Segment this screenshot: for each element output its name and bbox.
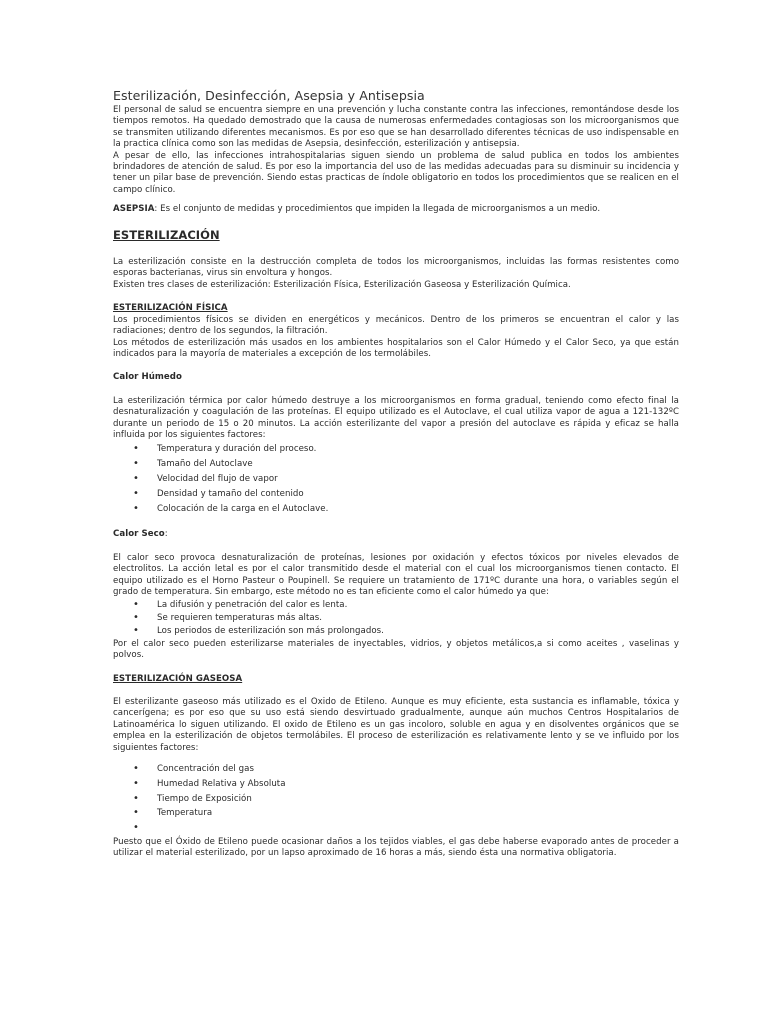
- calor-humedo-paragraph: La esterilización térmica por calor húmedo destruye a los microorganismos en forma gradual, teniendo como efecto final la desnaturalización y coagulación de las proteínas. El equipo utilizado es el Autoclave, el cual utiliza vapor de agua a 121-132ºC durante un periodo de 15 o 20 minutos. La acción esterilizante del vapor a presión del autoclave es rápida y eficaz se halla influida por los siguientes factores:: [113, 395, 679, 440]
- intro-paragraph-1: El personal de salud se encuentra siempre en una prevención y lucha constante contra las infecciones, remontándose desde los tiempos remotos. Ha quedado demostrado que la causa de numerosas enfermedades contagiosas son los microorganismos que se transmiten utilizando diferentes mecanismos. Es por eso que se han desarrollado diferentes técnicas de uso indispensable en la practica clínica como son las medidas de Asepsia, desinfección, esterilización y antisepsia.: [113, 105, 679, 150]
- esterilizacion-paragraph-1: La esterilización consiste en la destrucción completa de todos los microorganismos, incluidas las formas resistentes como esporas bacterianas, virus sin envoltura y hongos.: [113, 257, 679, 279]
- list-item: • Colocación de la carga en el Autoclave.: [157, 502, 679, 517]
- esterilizacion-paragraph-2: Existen tres clases de esterilización: Esterilización Física, Esterilización Gaseosa y Esterilización Química.: [113, 279, 571, 290]
- list-item: • Se requieren temperaturas más altas.: [157, 612, 679, 625]
- calor-seco-colon: :: [164, 529, 168, 540]
- list-item: • Temperatura: [157, 806, 679, 821]
- list-item: • Velocidad del flujo de vapor: [157, 472, 679, 487]
- list-item: • Concentración del gas: [157, 762, 679, 777]
- fisica-paragraph-1: Los procedimientos físicos se dividen en energéticos y mecánicos. Dentro de los primeros se encuentran el calor y las radiaciones; dentro de los segundos, la filtración.: [113, 314, 679, 337]
- list-item: • Tamaño del Autoclave: [157, 457, 679, 472]
- calor-humedo-factor-list: [113, 442, 679, 516]
- list-item: • Los periodos de esterilización son más prolongados.: [157, 625, 679, 638]
- calor-seco-closing: Por el calor seco pueden esterilizarse materiales de inyectables, vidrios, y objetos metálicos,a si como aceites , vaselinas y polvos.: [113, 638, 679, 661]
- list-item: • Humedad Relativa y Absoluta: [157, 777, 679, 792]
- intro-paragraph-2: A pesar de ello, las infecciones intrahospitalarias siguen siendo un problema de salud publica en todos los ambientes brindadores de atención de salud. Es por eso la importancia del uso de las medidas adecuadas para su disminuir su incidencia y tener un pilar base de prevención. Siendo estas practicas de índole obligatorio en todos los procedimientos que se realicen en el campo clínico.: [113, 150, 679, 195]
- document-body: [113, 88, 679, 860]
- document-title: Esterilización, Desinfección, Asepsia y Antisepsia: [113, 88, 425, 103]
- fisica-paragraph-2: Los métodos de esterilización más usados en los ambientes hospitalarios son el Calor Húmedo y el Calor Seco, ya que están indicados para la mayoría de materiales a excepción de los termolábiles.: [113, 337, 679, 359]
- section-heading-fisica: ESTERILIZACIÓN FÍSICA: [113, 303, 228, 314]
- asepsia-definition: [113, 204, 679, 215]
- calor-seco-paragraph: El calor seco provoca desnaturalización de proteínas, lesiones por oxidación y efectos tóxicos por niveles elevados de electrolitos. La acción letal es por el calor transmitido desde el material con el cual los microorganismos tienen contacto. El equipo utilizado es el Horno Pasteur o Poupinell. Se requiere un tratamiento de 171ºC durante una hora, o variables según el grado de temperatura. Sin embargo, este método no es tan eficiente como el calor húmedo ya que:: [113, 552, 679, 597]
- section-heading-gaseosa: ESTERILIZACIÓN GASEOSA: [113, 673, 243, 684]
- calor-seco-reason-list: [113, 599, 679, 637]
- list-item: [157, 821, 679, 836]
- asepsia-term: ASEPSIA: [113, 204, 155, 215]
- list-item: • La difusión y penetración del calor es lenta.: [157, 599, 679, 612]
- section-heading-calor-humedo: Calor Húmedo: [113, 372, 182, 383]
- gaseosa-paragraph: El esterilizante gaseoso más utilizado es el Oxido de Etileno. Aunque es muy eficiente, esta sustancia es inflamable, tóxica y cancerígena; es por eso que su uso está siendo desvirtuado gradualmente, aunque aún muchos Centros Hospitalarios de Latinoamérica lo siguen utilizando. El oxido de Etileno es un gas incoloro, soluble en agua y en disolventes orgánicos que se emplea en la esterilización de objetos termolábiles. El proceso de esterilización es relativamente lento y se ve influido por los siguientes factores:: [113, 696, 679, 753]
- section-heading-esterilizacion: ESTERILIZACIÓN: [113, 227, 220, 242]
- list-item: • Tiempo de Exposición: [157, 792, 679, 807]
- section-heading-calor-seco: Calor Seco: [113, 529, 165, 540]
- gaseosa-factor-list: [113, 762, 679, 836]
- list-item: • Densidad y tamaño del contenido: [157, 487, 679, 502]
- asepsia-text: : Es el conjunto de medidas y procedimientos que impiden la llegada de microorganismos a un medio.: [154, 204, 601, 215]
- gaseosa-closing: Puesto que el Óxido de Etileno puede ocasionar daños a los tejidos viables, el gas debe haberse evaporado antes de proceder a utilizar el material esterilizado, por un lapso aproximado de 16 horas a más, siendo ésta una normativa obligatoria.: [113, 836, 679, 859]
- section-heading-calor-seco-line: [113, 529, 679, 540]
- list-item: • Temperatura y duración del proceso.: [157, 442, 679, 457]
